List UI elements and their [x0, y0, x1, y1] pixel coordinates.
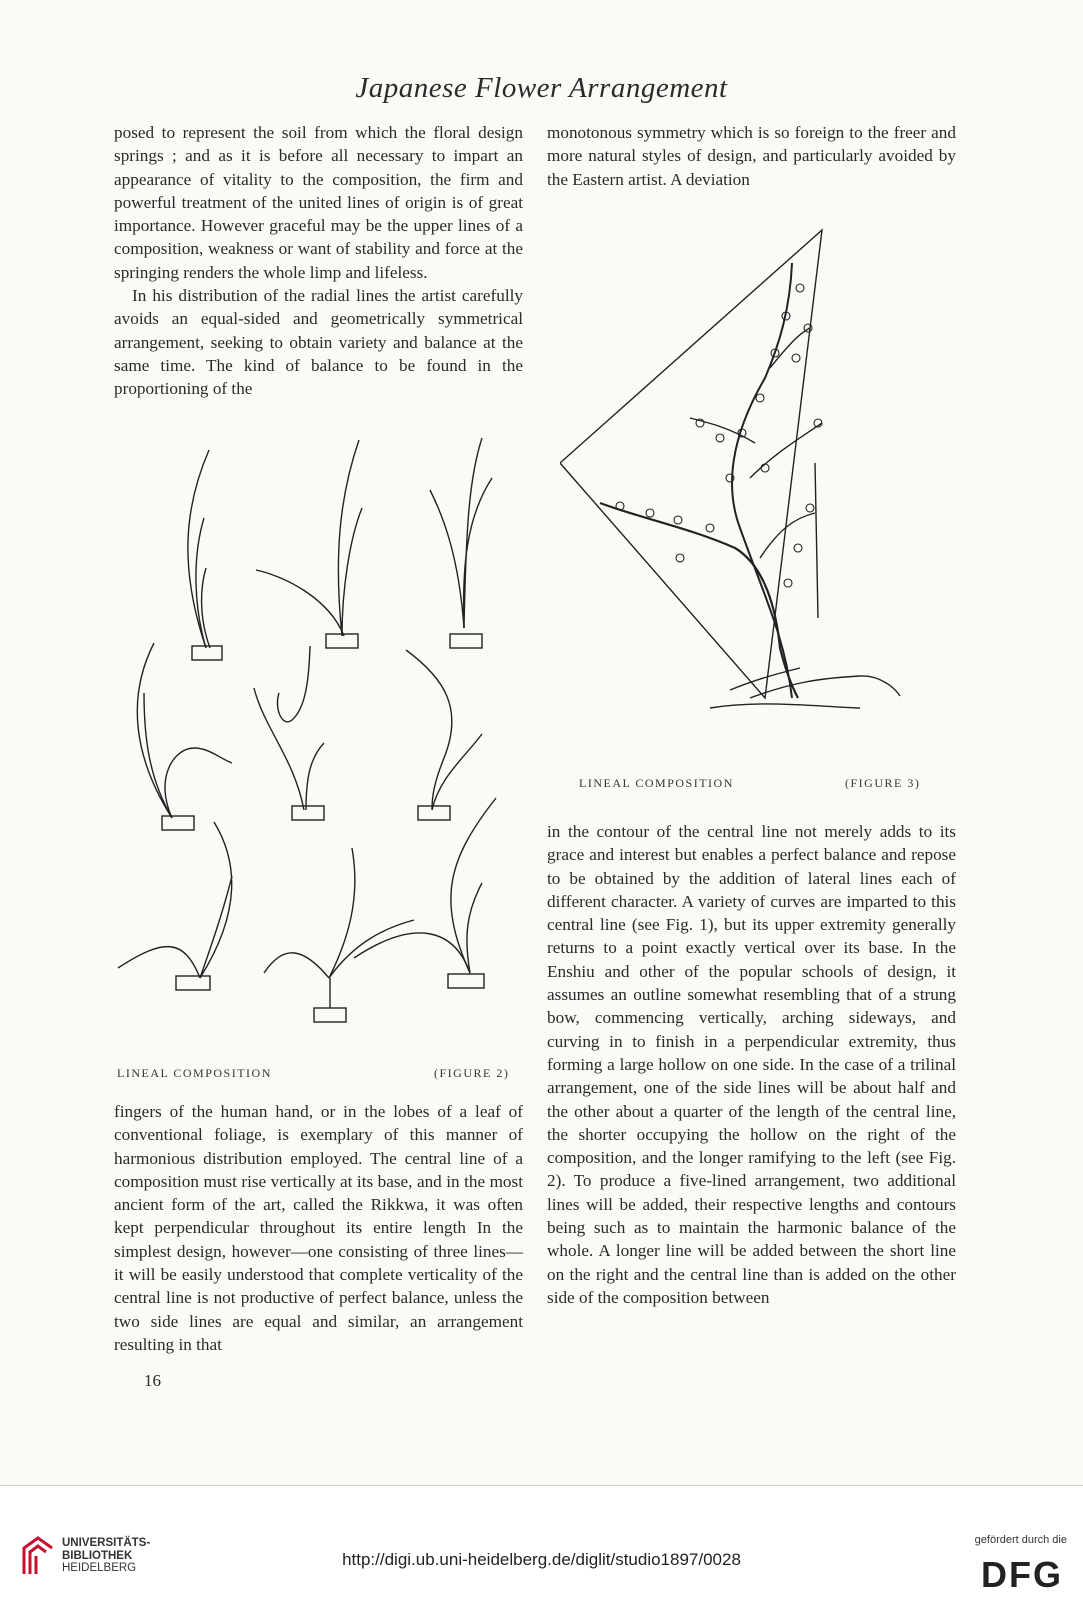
triangle-outline	[560, 230, 822, 698]
composition-8	[264, 848, 414, 1022]
figure-2-caption-right: (FIGURE 2)	[434, 1066, 510, 1080]
figure-2-caption-left: LINEAL COMPOSITION	[117, 1066, 272, 1080]
figure-3-caption-left: LINEAL COMPOSITION	[579, 776, 734, 790]
figure-2-illustration	[114, 438, 524, 1050]
right-column-bottom	[547, 820, 956, 1309]
left-column-bottom	[114, 1100, 523, 1356]
paragraph: monotonous symmetry which is so foreign to the freer and more natural styles of design, and particularly avoided by the Eastern artist. A deviation	[547, 123, 956, 189]
funded-by-label: gefördert durch die	[974, 1534, 1067, 1546]
composition-4	[137, 643, 232, 830]
digitization-footer	[0, 1485, 1083, 1604]
running-title: Japanese Flower Arrangement	[355, 72, 728, 104]
page-number: 16	[144, 1371, 161, 1390]
composition-5	[254, 646, 324, 820]
composition-6	[406, 650, 482, 820]
paragraph: fingers of the human hand, or in the lobes of a leaf of conventional foliage, is exemplary of this manner of harmonious distribution employed. The central line of a composition must rise vertically at its base, and in the most ancient form of the art, called the Rikkwa, it was often kept perpendicular throughout its entire length In the simplest design, however—one consisting of three lines—it will be easily understood that complete verticality of the central line is not productive of perfect balance, unless the two side lines are equal and similar, an arrangement resulting in that	[114, 1102, 523, 1354]
library-name: UNIVERSITÄTS- BIBLIOTHEK HEIDELBERG	[62, 1537, 151, 1574]
figure-3-illustration	[560, 228, 950, 758]
guide-line	[815, 463, 818, 618]
composition-3	[430, 438, 492, 648]
dfg-logo: DFG	[981, 1554, 1063, 1595]
paragraph: posed to represent the soil from which the floral design springs ; and as it is before all necessary to impart an appearance of vitality to the composition, the firm and powerful treatment of the united lines of origin is of great importance. However graceful may be the upper lines of a composition, weakness or want of stability and force at the springing renders the whole limp and lifeless.	[114, 123, 523, 282]
composition-2	[256, 440, 362, 648]
figure-3-caption-right: (FIGURE 3)	[845, 776, 921, 790]
composition-7	[118, 822, 232, 990]
paragraph: in the contour of the central line not merely adds to its grace and interest but enables a perfect balance and repose to be obtained by the addition of lateral lines each of different character. A variety of curves are imparted to this central line (see Fig. 1), but its upper extremity generally returns to a point exactly vertical over its base. In the Enshiu and other of the popular schools of design, it assumes an outline somewhat resembling that of a strung bow, commencing vertically, arching sideways, and curving in to finish in a perpendicular extremity, thus forming a large hollow on one side. In the case of a trilinal arrangement, one of the side lines will be about half and the other about a quarter of the length of the central line, the shorter occupying the hollow on the right of the composition, and the longer ramifying to the left (see Fig. 2). To produce a five-lined arrangement, two additional lines will be added, their respective lengths and contours being such as to maintain the harmonic balance of the whole. A longer line will be added between the short line on the right and the central line than is added on the other side of the composition between	[547, 822, 956, 1307]
left-column-top	[114, 121, 523, 401]
composition-9	[354, 798, 496, 988]
right-column-top	[547, 121, 956, 191]
source-url-link[interactable]: http://digi.ub.uni-heidelberg.de/diglit/studio1897/0028	[342, 1550, 741, 1569]
paragraph: In his distribution of the radial lines the artist carefully avoids an equal-sided and geometrically symmetrical arrangement, seeking to obtain variety and balance at the same time. The kind of balance to be found in the proportioning of the	[114, 286, 523, 399]
composition-1	[188, 450, 222, 660]
